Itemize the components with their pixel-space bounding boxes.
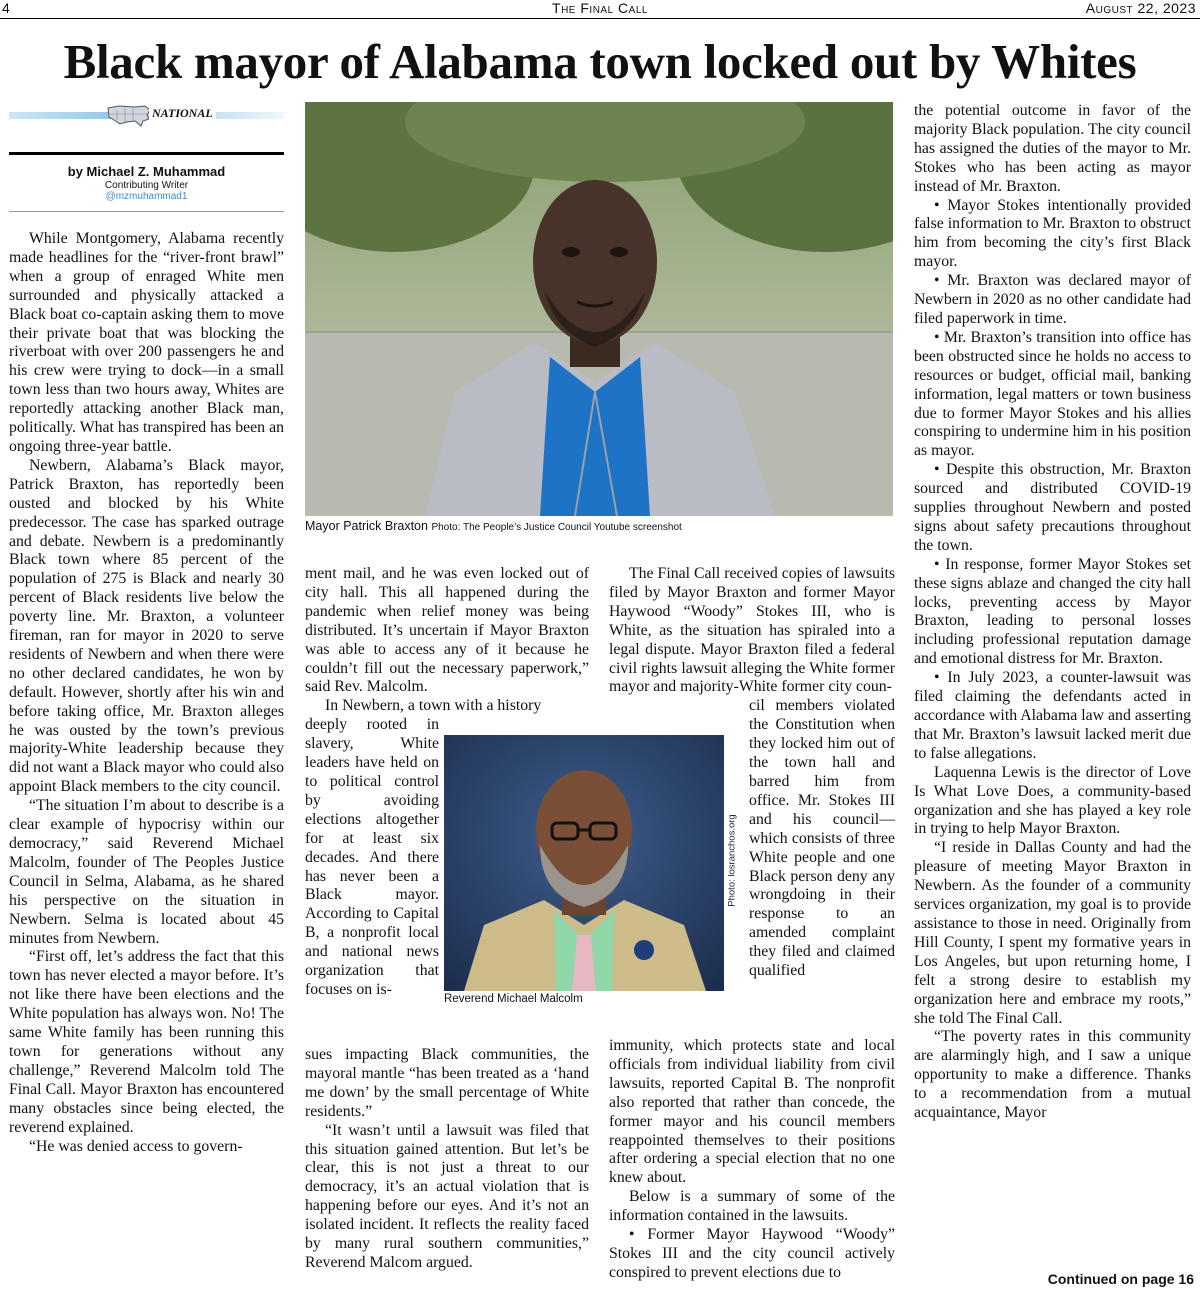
paragraph: “The situation I’m about to describe is a clear example of hypocrisy within our democracy,” said Reverend Michael Malcolm, founder of The Peoples Justice Council in Selma, Alabama, as he shared his perspective on the situation in Newbern. Selma is located about 45 minutes from Newbern. bbox=[9, 797, 284, 947]
paragraph: the potential outcome in favor of the majority Black population. The city council has assigned the duties of the mayor to Mr. Stokes who has been acting as mayor instead of Mr. Braxton. bbox=[914, 102, 1191, 195]
paragraph: Newbern, Alabama’s Black mayor, Patrick Braxton, has reportedly been ousted and blocked by his White predecessor. The case has sparked outrage and debate. Newbern is a predominantly Black town where 85 percent of the population of 275 is Black and nearly 30 percent of Black residents live below the poverty line. Mr. Braxton, a volunteer fireman, ran for mayor in 2020 to serve residents of Newbern and when there were no other declared candidates, he won by default. However, shortly after his win and before taking office, Mr. Braxton alleges he was ousted by the town’s previous majority-White leadership because they did not want a Black mayor who could also appoint Black members to the city council. bbox=[9, 456, 284, 796]
paragraph: • Mr. Braxton was declared mayor of Newbern in 2020 as no other candidate had filed paperwork in time. bbox=[914, 272, 1191, 327]
paragraph: • In response, former Mayor Stokes set these signs ablaze and changed the city hall locks, preventing access by Mayor Braxton, leading to personal losses including professional reputation damage and emotional distress for Mr. Braxton. bbox=[914, 555, 1191, 668]
continued-notice[interactable]: Continued on page 16 bbox=[1047, 1271, 1194, 1287]
photo-credit-vertical bbox=[724, 735, 738, 991]
section-banner bbox=[9, 100, 284, 128]
paragraph: Laquenna Lewis is the director of Love Is What Love Does, a community-based organization and she has played a key role in trying to help Mayor Braxton. bbox=[914, 763, 1191, 838]
photo-credit: Photo: The People’s Justice Council Youtube screenshot bbox=[431, 522, 682, 533]
paragraph: “The poverty rates in this community are alarmingly high, and I saw a unique opportunity to make a difference. Thanks to a recommendation from a mutual acquaintance, Mayor bbox=[914, 1028, 1191, 1122]
photo-caption bbox=[305, 519, 893, 533]
paragraph: “First off, let’s address the fact that this town has never elected a mayor before. It’s not like there have been elections and the White population has always won. No! The same White family has been running this town for generations without any challenge,” Reverend Malcolm told The Final Call. Mayor Braxton has encountered many obstacles since being elected, the reverend explained. bbox=[9, 948, 284, 1136]
paragraph: “It wasn’t until a lawsuit was filed that this situation gained attention. But let’s be clear, this is not just a threat to our democracy, it’s an actual violation that is happening before our eyes. And it’s not an isolated incident. It reflects the reality faced by many rural southern communities,” Reverend Malcom argued. bbox=[305, 1121, 589, 1271]
paragraph: The Final Call received copies of lawsuits filed by Mayor Braxton and former Mayor Haywood “Woody” Stokes III, who is White, as the situation has spiraled into a legal dispute. Mayor Braxton filed a federal civil rights lawsuit alleging the White former mayor and majority-White former city coun- bbox=[609, 565, 895, 696]
photo-credit: Photo: losranchos.org bbox=[726, 814, 738, 907]
author-handle: @mzmuhammad1 bbox=[105, 191, 188, 202]
paragraph: While Montgomery, Alabama recently made headlines for the “river-front brawl” when a group of enraged White men surrounded and physically attacked a Black boat co-captain asking them to move their private boat that was blocking the riverboat with over 200 passengers he and his crew were trying to dock—in a small town less than two hours away, Whites are reportedly attacking another Black man, politically. What has transpired has been an ongoing three-year battle. bbox=[9, 230, 284, 455]
paragraph: immunity, which protects state and local officials from individual liability from civil lawsuits, reported Capital B. The nonprofit also reported that rather than concede, the former mayor and his council members reappointed themselves to their positions after ordering a special election that no one knew about. bbox=[609, 1037, 895, 1187]
wrapped-text: deeply rooted in slavery, White leaders have held on to political control by avoiding elections altogether for at least six decades. And there has never been a Black mayor. According to Capital B, a nonprofit local and national news organization that focuses on is- bbox=[305, 716, 439, 998]
photo-caption: Reverend Michael Malcolm bbox=[444, 993, 724, 1005]
mayor-braxton-photo bbox=[305, 102, 893, 516]
paragraph: Below is a summary of some of the information contained in the lawsuits. bbox=[609, 1188, 895, 1225]
section-label: NATIONAL bbox=[149, 106, 216, 121]
page-header bbox=[0, 0, 1200, 19]
author-role: Contributing Writer bbox=[104, 180, 189, 191]
paragraph: In Newbern, a town with a history bbox=[325, 697, 542, 715]
reverend-malcolm-photo bbox=[444, 735, 724, 991]
paragraph: “He was denied access to govern- bbox=[29, 1137, 243, 1155]
paragraph: sues impacting Black communities, the mayoral mantle “has been treated as a ‘hand me down’ by the small percentage of White residents.” bbox=[305, 1046, 589, 1120]
article-column-1 bbox=[9, 230, 284, 1156]
author-name: by Michael Z. Muhammad bbox=[67, 164, 226, 179]
page-number: 4 bbox=[2, 0, 10, 16]
byline bbox=[9, 152, 284, 212]
caption-text: Mayor Patrick Braxton bbox=[305, 519, 428, 533]
headline: Black mayor of Alabama town locked out by Whites bbox=[63, 34, 1137, 89]
us-map-icon bbox=[105, 102, 153, 128]
paragraph: • Despite this obstruction, Mr. Braxton sourced and distributed COVID-19 supplies throughout Newbern and posted signs about safety precautions throughout the town. bbox=[914, 461, 1191, 554]
paragraph: • Mayor Stokes intentionally provided false information to Mr. Braxton to obstruct him from becoming the city’s first Black mayor. bbox=[914, 196, 1191, 271]
paragraph: • In July 2023, a counter-lawsuit was filed claiming the defendants acted in accordance with Alabama law and asserting that Mr. Braxton’s lawsuit lacked merit due to false allegations. bbox=[914, 669, 1191, 762]
wrapped-text: cil members violated the Constitution when they locked him out of the town hall and barred him from office. Mr. Stokes III and his council—which consists of three White people and one Black person deny any wrongdoing in their response to an amended complaint they filed and claimed qualified bbox=[749, 697, 895, 980]
paragraph: “I reside in Dallas County and had the pleasure of meeting Mayor Braxton in Newbern. As the founder of a community services organization, my goal is to provide assistance to those in need. Originally from Hill County, I spent my formative years in Los Angeles, but upon returning home, I felt a strong desire to establish my organization here and embrace my roots,” she told The Final Call. bbox=[914, 839, 1191, 1027]
publication-name: The Final Call bbox=[552, 0, 648, 16]
paragraph: • Mr. Braxton’s transition into office has been obstructed since he holds no access to resources or budget, official mail, banking information, legal matters or town business due to former Mayor Stokes and his allies conspiring to undermine him in his position as mayor. bbox=[914, 328, 1191, 460]
paragraph: • Former Mayor Haywood “Woody” Stokes III and the city council actively conspired to prevent elections due to bbox=[609, 1226, 895, 1281]
article-column-4 bbox=[914, 102, 1191, 1123]
issue-date: August 22, 2023 bbox=[1085, 0, 1196, 16]
paragraph: ment mail, and he was even locked out of city hall. This all happened during the pandemic when relief money was being distributed. It’s uncertain if Mayor Braxton was able to access any of it because he couldn’t fill out the necessary paperwork,” said Rev. Malcolm. bbox=[305, 565, 589, 696]
